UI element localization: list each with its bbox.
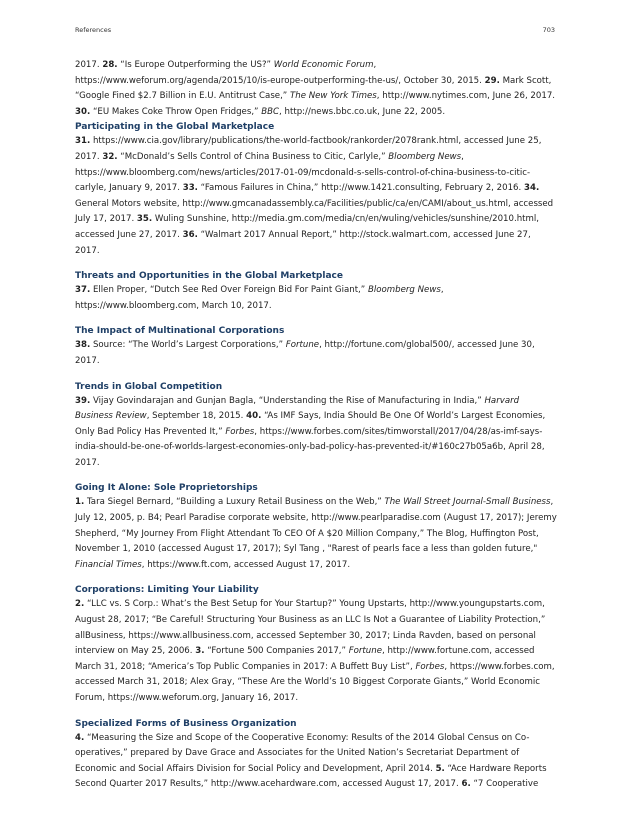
reference-text: “EU Makes Coke Throw Open Fridges,” [90, 106, 262, 117]
publication-name: The Wall Street Journal-Small Business [384, 497, 551, 508]
reference-text: , https://www.ft.com, accessed August 17, 2017. [141, 559, 351, 570]
reference-text: “Ace Hardware Reports Second Quarter 2017 Results,” http://www.acehardware.com, accessed August 17, 2017. [75, 763, 547, 790]
section-impact [75, 324, 558, 369]
reference-text: , September 18, 2015. [146, 411, 247, 422]
section-paragraph [75, 134, 558, 259]
reference-number: 39. [75, 395, 91, 406]
reference-number: 36. [182, 229, 198, 240]
section-paragraph [75, 338, 558, 369]
publication-name: The New York Times [290, 91, 377, 102]
reference-number: 34. [524, 183, 540, 194]
reference-number: 28. [102, 60, 118, 70]
reference-text: Vijay Govindarajan and Gunjan Bagla, “Understanding the Rise of Manufacturing in India,” [90, 395, 485, 406]
publication-name: Fortune [348, 646, 382, 657]
section-heading: Trends in Global Competition [75, 381, 223, 392]
reference-number: 33. [182, 183, 198, 194]
reference-text: “Walmart 2017 Annual Report,” http://stock.walmart.com, accessed June 27, 2017. [75, 229, 531, 256]
section-paragraph [75, 394, 558, 472]
reference-text: “LLC vs. S Corp.: What’s the Best Setup for Your Startup?” Young Upstarts, http://www.youngupstarts.com, August 28, 2017; “Be Careful! Structuring Your Business as an LLC Is Not a Guarantee of Liability Protection,” allBusiness, https://www.allbusiness.com, accessed September 30, 2017; Linda Ravden, based on personal interview on May 25, 2006. [75, 599, 546, 657]
reference-number: 3. [195, 646, 205, 657]
reference-text: General Motors website, http://www.gmcanadassembly.ca/Facilities/public/ca/en/CAMI/about_us.html, accessed July 17, 2017. [75, 198, 554, 225]
reference-text: “Fortune 500 Companies 2017,” [204, 646, 349, 657]
section-specialized [75, 717, 558, 793]
reference-text: , http://www.nytimes.com, June 26, 2017. [376, 91, 556, 102]
reference-number: 6. [461, 779, 471, 790]
reference-text: Source: “The World’s Largest Corporations,” [90, 340, 286, 351]
reference-number: 30. [75, 106, 91, 117]
reference-text: , http://news.bbc.co.uk, June 22, 2005. [279, 106, 446, 117]
reference-text: “As IMF Says, India Should Be One Of World’s Largest Economies, Only Bad Policy Has Prevented It,” [75, 411, 546, 437]
references-content [75, 58, 558, 793]
reference-text: Mark Scott, “Google Fined $2.7 Billion in E.U. Antitrust Case,” [75, 75, 552, 102]
reference-number: 38. [75, 340, 91, 351]
reference-text: “Is Europe Outperforming the US?” [117, 60, 274, 70]
reference-text: , July 12, 2005, p. B4; Pearl Paradise corporate website, http://www.pearlparadise.com (August 17, 2017); Jeremy Shepherd, “My Journey From Flight Attendant To CEO Of A $20 Million Company,” The Blog, Huffington Post, November 1, 2010 (accessed August 17, 2017); Syl Tang , "Rarest of pearls face a less than golden future," [75, 497, 557, 555]
publication-name: Fortune [285, 340, 320, 351]
reference-text: , https://www.bloomberg.com, March 10, 2017. [75, 285, 444, 311]
reference-number: 29. [484, 75, 500, 86]
reference-text: , https://www.forbes.com/sites/timworstall/2017/04/28/as-imf-says-india-should-be-one-of-worlds-largest-economies-only-bad-policy-has-prevented-it/#160c27b05a6b, April 28, 2017. [75, 426, 545, 468]
section-heading: Corporations: Limiting Your Liability [75, 585, 259, 596]
publication-name: World Economic Forum [273, 60, 374, 70]
reference-text: Wuling Sunshine, http://media.gm.com/media/cn/en/wuling/vehicles/sunshine/2010.html, accessed June 27, 2017. [75, 214, 540, 240]
publication-name: Bloomberg News [388, 151, 462, 162]
reference-text: , http://www.fortune.com, accessed March 31, 2018; “America’s Top Public Companies in 2017: A Buffett Buy List”, [75, 646, 535, 672]
section-corporations [75, 583, 558, 706]
reference-number: 31. [75, 136, 91, 147]
section-paragraph [75, 731, 558, 793]
section-paragraph [75, 283, 558, 314]
reference-text: https://www.cia.gov/library/publications/the-world-factbook/rankorder/2078rank.html, accessed June 25, 2017. [75, 136, 542, 162]
publication-name: BBC [261, 106, 280, 117]
reference-text: , https://www.bloomberg.com/news/articles/2017-01-09/mcdonald-s-sells-control-of-china-business-to-citic-carlyle, January 9, 2017. [75, 151, 531, 194]
reference-number: 37. [75, 285, 91, 296]
reference-text: “Measuring the Size and Scope of the Cooperative Economy: Results of the 2014 Global Census on Co-operatives,” prepared by Dave Grace and Associates for the United Nation’s Secretariat Department of Economic and Social Affairs Division for Social Policy and Development, April 2014. [75, 732, 530, 774]
section-heading: Participating in the Global Marketplace [75, 122, 275, 133]
section-heading: Going It Alone: Sole Proprietorships [75, 483, 258, 494]
reference-text: “Famous Failures in China,” http://www.1421.consulting, February 2, 2016. [197, 183, 524, 194]
section-heading: Specialized Forms of Business Organization [75, 718, 297, 729]
reference-text: , https://www.weforum.org/agenda/2015/10/is-europe-outperforming-the-us/, October 30, 2015. [75, 60, 485, 86]
section-threats [75, 269, 558, 314]
section-sole-proprietorships [75, 481, 558, 573]
publication-name: Harvard Business Review [75, 395, 520, 422]
page-number: 703 [542, 26, 555, 34]
reference-text: “7 Cooperative [470, 779, 539, 790]
section-paragraph [75, 597, 558, 706]
section-heading: The Impact of Multinational Corporations [75, 326, 285, 337]
reference-number: 4. [75, 732, 85, 743]
section-paragraph [75, 495, 558, 573]
reference-number: 1. [75, 497, 85, 508]
reference-number: 40. [246, 411, 262, 422]
section-heading: Threats and Opportunities in the Global Marketplace [75, 271, 343, 282]
publication-name: Forbes [225, 426, 255, 437]
reference-text: , https://www.forbes.com, accessed March 31, 2018; Alex Gray, “These Are the World’s 10 Biggest Corporate Giants,” World Economic Forum, https://www.weforum.org, January 16, 2017. [75, 661, 555, 703]
publication-name: Bloomberg News [367, 285, 441, 296]
running-header-title: References [75, 26, 112, 34]
reference-text: 2017. [75, 60, 103, 70]
reference-number: 32. [102, 151, 118, 162]
reference-number: 5. [435, 763, 445, 774]
reference-number: 35. [136, 214, 153, 225]
section-participating [75, 120, 558, 259]
section-trends [75, 380, 558, 472]
intro-paragraph [75, 58, 558, 120]
reference-text: “McDonald’s Sells Control of China Business to Citic, Carlyle,” [117, 151, 389, 162]
publication-name: Forbes [415, 661, 445, 672]
reference-text: Tara Siegel Bernard, “Building a Luxury Retail Business on the Web,” [84, 497, 385, 508]
reference-text: Ellen Proper, “Dutch See Red Over Foreign Bid For Paint Giant,” [90, 285, 368, 296]
reference-number: 2. [75, 599, 85, 610]
publication-name: Financial Times [75, 559, 142, 570]
reference-text: , http://fortune.com/global500/, accessed June 30, 2017. [75, 340, 535, 366]
